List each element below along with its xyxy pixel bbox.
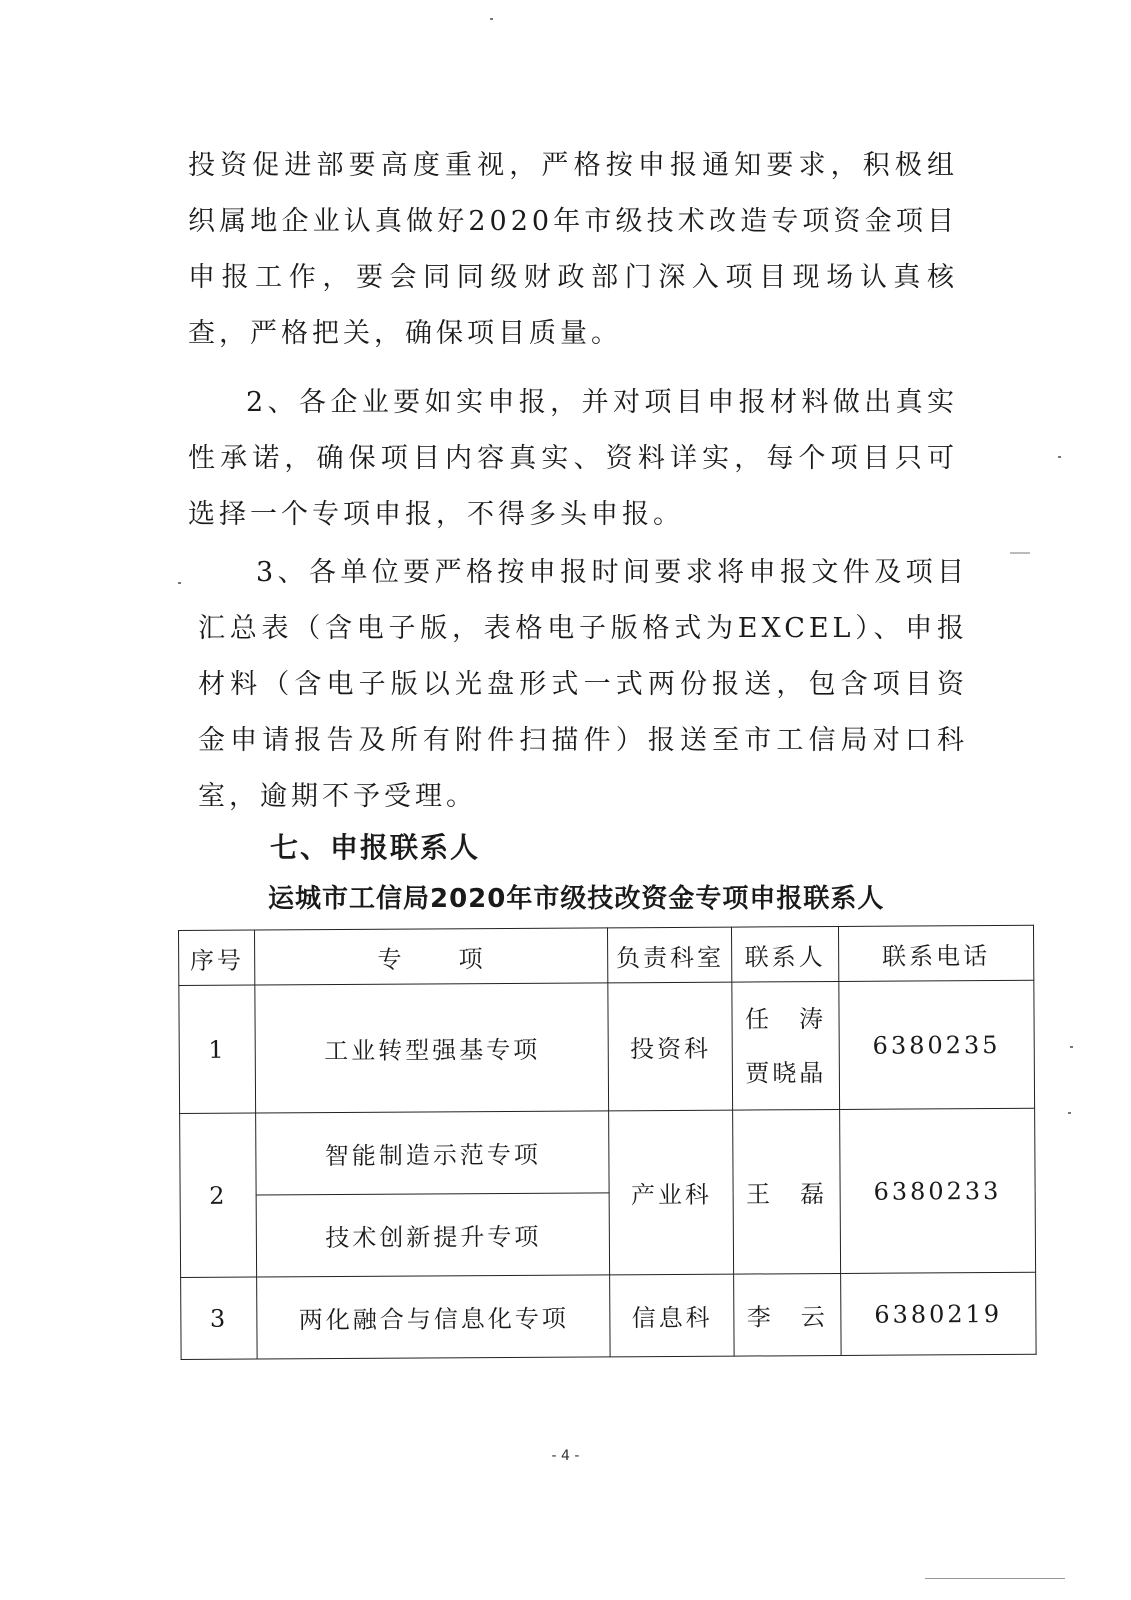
scan-speck [178,582,181,584]
row-number: 2 [180,1113,257,1277]
phone-cell: 6380235 [839,980,1035,1109]
scan-speck [925,1578,1065,1579]
person-cell: 李 云 [734,1273,841,1356]
table-row [180,1108,1035,1195]
scan-speck [1068,1112,1071,1114]
phone-cell: 6380233 [839,1108,1035,1273]
row-number: 3 [181,1277,258,1359]
contact-table [178,925,1037,1360]
paragraph-3: 3、各单位要严格按申报时间要求将申报文件及项目汇总表（含电子版，表格电子版格式为EXCEL）、申报材料（含电子版以光盘形式一式两份报送，包含项目资金申请报告及所有附件扫描件）报送至市工信局对口科室，逾期不予受理。 [198,557,968,812]
scan-speck [490,18,493,20]
person-name: 贾晓晶 [745,1058,827,1088]
header-item: 专 项 [255,928,608,985]
dept-cell: 投资科 [608,982,733,1111]
header-dept: 负责科室 [608,927,732,983]
scan-speck [1058,456,1061,458]
item-cell: 智能制造示范专项 [256,1111,609,1195]
scan-speck [1070,1046,1073,1048]
item-cell: 工业转型强基专项 [255,983,609,1113]
section-heading: 七、申报联系人 [270,831,481,864]
person-cell: 王 磊 [733,1109,840,1274]
paragraph-2: 2、各企业要如实申报，并对项目申报材料做出真实性承诺，确保项目内容真实、资料详实，每个项目只可选择一个专项申报，不得多头申报。 [188,387,958,530]
person-cell [732,981,839,1110]
header-person: 联系人 [732,926,839,982]
table-row [181,1272,1036,1359]
page-number: - 4 - [551,1448,580,1464]
phone-cell: 6380219 [840,1272,1036,1355]
header-no: 序号 [179,930,256,985]
dept-cell: 产业科 [609,1110,734,1275]
table-row [179,980,1035,1113]
item-cell: 两化融合与信息化专项 [257,1275,610,1359]
scan-speck [1010,552,1030,554]
table-title: 运城市工信局2020年市级技改资金专项申报联系人 [268,884,885,914]
header-phone: 联系电话 [838,925,1034,981]
person-name: 任 涛 [744,1004,827,1034]
row-number: 1 [179,985,256,1113]
paragraph-1: 投资促进部要高度重视，严格按申报通知要求，积极组织属地企业认真做好2020年市级技术改造专项资金项目申报工作，要会同同级财政部门深入项目现场认真核查，严格把关，确保项目质量。 [188,150,958,349]
item-cell: 技术创新提升专项 [257,1193,610,1277]
dept-cell: 信息科 [610,1274,734,1357]
table-header-row [179,925,1034,985]
